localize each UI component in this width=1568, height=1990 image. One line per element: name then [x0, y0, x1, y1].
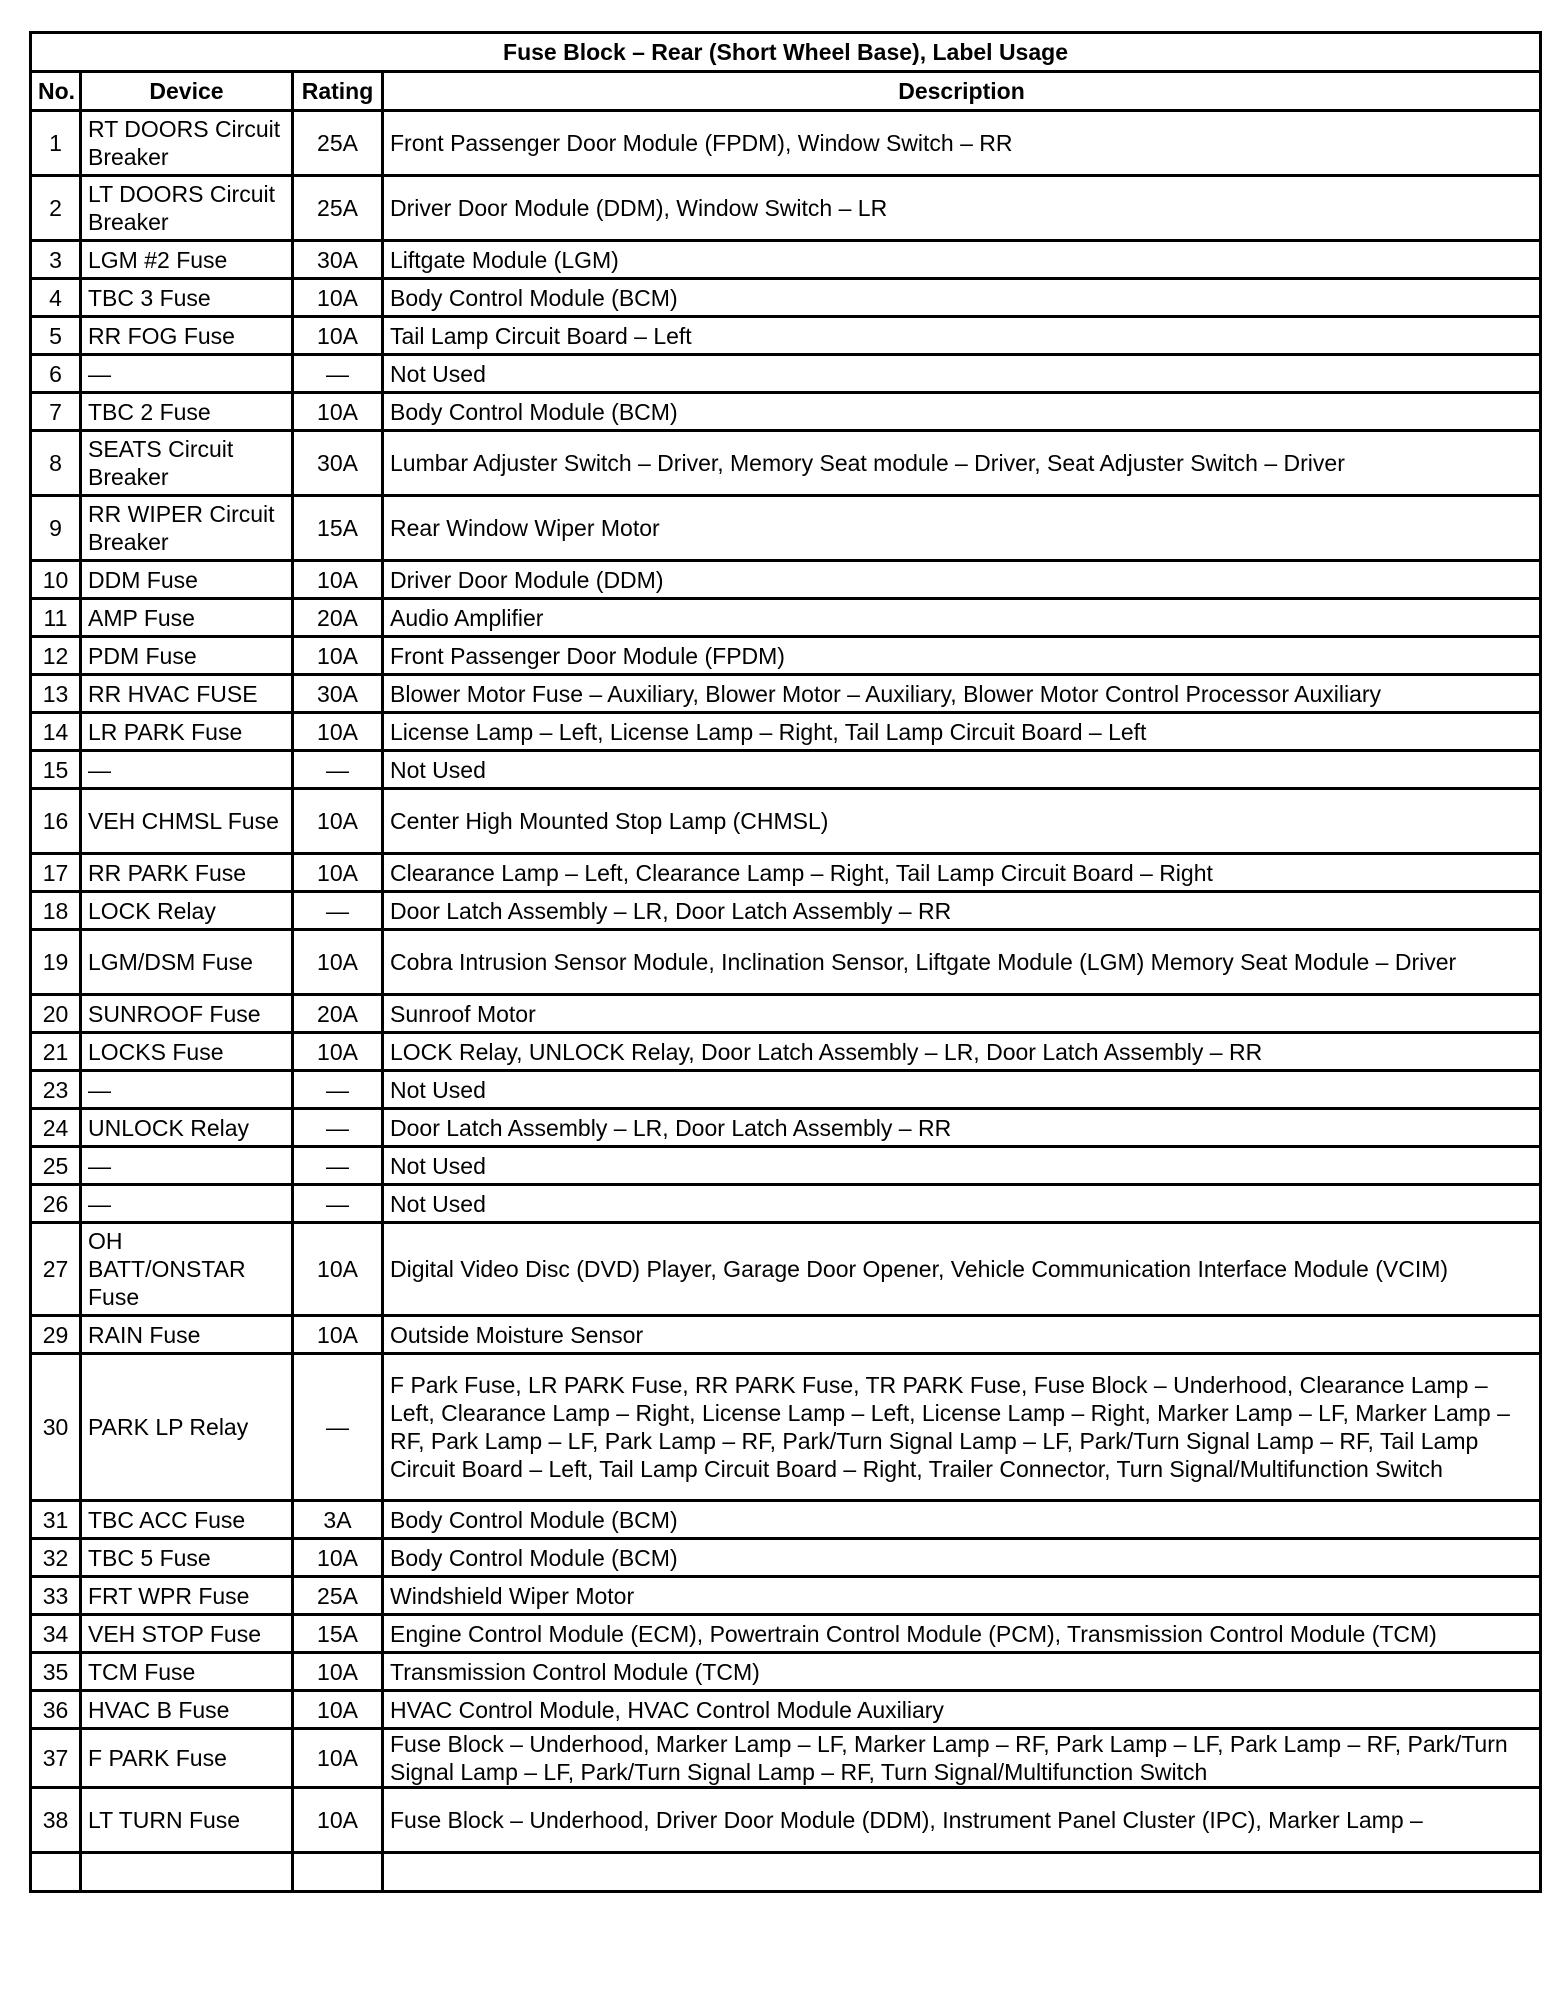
cell-no: 5	[31, 317, 81, 355]
cell-device: TBC ACC Fuse	[81, 1501, 293, 1539]
cell-device: TBC 2 Fuse	[81, 393, 293, 431]
cell-device: DDM Fuse	[81, 561, 293, 599]
cell-rating: 20A	[293, 995, 383, 1033]
cell-description: Digital Video Disc (DVD) Player, Garage Door Opener, Vehicle Communication Interface Module (VCIM)	[383, 1223, 1541, 1316]
cell-no: 16	[31, 789, 81, 854]
header-no: No.	[31, 72, 81, 111]
cell-description: Body Control Module (BCM)	[383, 1501, 1541, 1539]
table-row	[31, 355, 1541, 393]
table-row	[31, 892, 1541, 930]
cell-no: 20	[31, 995, 81, 1033]
table-row	[31, 279, 1541, 317]
cell-description: Body Control Module (BCM)	[383, 279, 1541, 317]
cell-no: 7	[31, 393, 81, 431]
cell-rating: 3A	[293, 1501, 383, 1539]
cell-device: TCM Fuse	[81, 1653, 293, 1691]
cell-no: 8	[31, 431, 81, 496]
cell-rating: 10A	[293, 1316, 383, 1354]
cell-description: License Lamp – Left, License Lamp – Right, Tail Lamp Circuit Board – Left	[383, 713, 1541, 751]
cell-description: Front Passenger Door Module (FPDM)	[383, 637, 1541, 675]
cell-no: 11	[31, 599, 81, 637]
table-row	[31, 176, 1541, 241]
table-row	[31, 675, 1541, 713]
cell-description: Door Latch Assembly – LR, Door Latch Assembly – RR	[383, 892, 1541, 930]
cell-description: Not Used	[383, 1185, 1541, 1223]
cell-rating: 10A	[293, 317, 383, 355]
table-row	[31, 1185, 1541, 1223]
cell-device: —	[81, 751, 293, 789]
table-row	[31, 1354, 1541, 1501]
cell-rating: 10A	[293, 1788, 383, 1853]
cell-rating: 25A	[293, 176, 383, 241]
cell-rating: 10A	[293, 1653, 383, 1691]
cell-no: 3	[31, 241, 81, 279]
cell-rating: 10A	[293, 930, 383, 995]
cell-description: Tail Lamp Circuit Board – Left	[383, 317, 1541, 355]
cell-device: —	[81, 1147, 293, 1185]
header-description: Description	[383, 72, 1541, 111]
table-row	[31, 1853, 1541, 1892]
cell-device: PDM Fuse	[81, 637, 293, 675]
cell-rating: 10A	[293, 393, 383, 431]
table-title-row	[31, 33, 1541, 72]
cell-description: Fuse Block – Underhood, Marker Lamp – LF, Marker Lamp – RF, Park Lamp – LF, Park Lamp – RF, Park/Turn Signal Lamp – LF, Park/Turn Signal Lamp – RF, Turn Signal/Multifunction Switch	[383, 1729, 1541, 1788]
cell-device: RR PARK Fuse	[81, 854, 293, 892]
table-row	[31, 1615, 1541, 1653]
cell-rating: —	[293, 355, 383, 393]
table-row	[31, 431, 1541, 496]
table-row	[31, 1653, 1541, 1691]
cell-rating: —	[293, 1071, 383, 1109]
cell-description: Not Used	[383, 355, 1541, 393]
table-row	[31, 995, 1541, 1033]
cell-no: 23	[31, 1071, 81, 1109]
cell-description: Door Latch Assembly – LR, Door Latch Assembly – RR	[383, 1109, 1541, 1147]
table-row	[31, 1577, 1541, 1615]
table-row	[31, 561, 1541, 599]
cell-no: 30	[31, 1354, 81, 1501]
cell-no: 14	[31, 713, 81, 751]
cell-device: AMP Fuse	[81, 599, 293, 637]
cell-no: 1	[31, 111, 81, 176]
cell-no: 18	[31, 892, 81, 930]
cell-rating: —	[293, 1354, 383, 1501]
cell-rating: —	[293, 1109, 383, 1147]
table-row	[31, 1109, 1541, 1147]
cell-rating: 10A	[293, 637, 383, 675]
cell-description: Liftgate Module (LGM)	[383, 241, 1541, 279]
cell-device	[81, 1853, 293, 1892]
table-row	[31, 1729, 1541, 1788]
cell-no: 35	[31, 1653, 81, 1691]
cell-description: Cobra Intrusion Sensor Module, Inclination Sensor, Liftgate Module (LGM) Memory Seat Module – Driver	[383, 930, 1541, 995]
cell-rating: 25A	[293, 111, 383, 176]
cell-device: TBC 5 Fuse	[81, 1539, 293, 1577]
cell-description: Audio Amplifier	[383, 599, 1541, 637]
cell-description: Transmission Control Module (TCM)	[383, 1653, 1541, 1691]
cell-device: PARK LP Relay	[81, 1354, 293, 1501]
cell-description: Center High Mounted Stop Lamp (CHMSL)	[383, 789, 1541, 854]
cell-no: 21	[31, 1033, 81, 1071]
cell-description: Clearance Lamp – Left, Clearance Lamp – Right, Tail Lamp Circuit Board – Right	[383, 854, 1541, 892]
table-row	[31, 1147, 1541, 1185]
cell-device: UNLOCK Relay	[81, 1109, 293, 1147]
cell-rating: 25A	[293, 1577, 383, 1615]
cell-rating: 10A	[293, 1223, 383, 1316]
cell-device: LGM/DSM Fuse	[81, 930, 293, 995]
cell-no: 38	[31, 1788, 81, 1853]
cell-description: F Park Fuse, LR PARK Fuse, RR PARK Fuse, TR PARK Fuse, Fuse Block – Underhood, Clearance Lamp – Left, Clearance Lamp – Right, License Lamp – Left, License Lamp – Right, Marker Lamp – LF, Marker Lamp – RF, Park Lamp – LF, Park Lamp – RF, Park/Turn Signal Lamp – LF, Park/Turn Signal Lamp – RF, Tail Lamp Circuit Board – Left, Tail Lamp Circuit Board – Right, Trailer Connector, Turn Signal/Multifunction Switch	[383, 1354, 1541, 1501]
cell-device: OH BATT/ONSTAR Fuse	[81, 1223, 293, 1316]
cell-no: 29	[31, 1316, 81, 1354]
cell-rating: 10A	[293, 789, 383, 854]
cell-rating: 30A	[293, 241, 383, 279]
cell-rating: 10A	[293, 1729, 383, 1788]
cell-rating: —	[293, 1185, 383, 1223]
cell-rating: 30A	[293, 431, 383, 496]
table-row	[31, 1071, 1541, 1109]
cell-description: Windshield Wiper Motor	[383, 1577, 1541, 1615]
cell-description: Body Control Module (BCM)	[383, 393, 1541, 431]
table-row	[31, 713, 1541, 751]
table-title: Fuse Block – Rear (Short Wheel Base), Label Usage	[31, 33, 1541, 72]
cell-device: —	[81, 1185, 293, 1223]
cell-description: Not Used	[383, 751, 1541, 789]
cell-rating: 20A	[293, 599, 383, 637]
cell-device: SUNROOF Fuse	[81, 995, 293, 1033]
cell-device: RAIN Fuse	[81, 1316, 293, 1354]
cell-device: LOCK Relay	[81, 892, 293, 930]
cell-rating: 15A	[293, 496, 383, 561]
cell-rating	[293, 1853, 383, 1892]
table-row	[31, 1223, 1541, 1316]
cell-description: Outside Moisture Sensor	[383, 1316, 1541, 1354]
table-row	[31, 496, 1541, 561]
cell-description: Engine Control Module (ECM), Powertrain Control Module (PCM), Transmission Control Module (TCM)	[383, 1615, 1541, 1653]
table-row	[31, 751, 1541, 789]
cell-no: 19	[31, 930, 81, 995]
cell-rating: —	[293, 1147, 383, 1185]
cell-rating: 10A	[293, 561, 383, 599]
cell-device: —	[81, 355, 293, 393]
fuse-table-container	[29, 31, 1539, 1893]
table-row	[31, 1501, 1541, 1539]
cell-device: F PARK Fuse	[81, 1729, 293, 1788]
cell-no: 6	[31, 355, 81, 393]
cell-rating: —	[293, 751, 383, 789]
cell-no: 31	[31, 1501, 81, 1539]
table-row	[31, 599, 1541, 637]
cell-device: LOCKS Fuse	[81, 1033, 293, 1071]
cell-rating: 10A	[293, 279, 383, 317]
table-row	[31, 241, 1541, 279]
cell-no: 27	[31, 1223, 81, 1316]
cell-description: Fuse Block – Underhood, Driver Door Module (DDM), Instrument Panel Cluster (IPC), Marker Lamp –	[383, 1788, 1541, 1853]
cell-device: RR FOG Fuse	[81, 317, 293, 355]
cell-device: LT DOORS Circuit Breaker	[81, 176, 293, 241]
cell-rating: 10A	[293, 1033, 383, 1071]
cell-description: HVAC Control Module, HVAC Control Module Auxiliary	[383, 1691, 1541, 1729]
cell-description: Not Used	[383, 1071, 1541, 1109]
cell-no: 26	[31, 1185, 81, 1223]
table-row	[31, 1033, 1541, 1071]
table-row	[31, 854, 1541, 892]
table-header-row	[31, 72, 1541, 111]
cell-device: LT TURN Fuse	[81, 1788, 293, 1853]
cell-description: Body Control Module (BCM)	[383, 1539, 1541, 1577]
cell-rating: 15A	[293, 1615, 383, 1653]
cell-description: Driver Door Module (DDM), Window Switch – LR	[383, 176, 1541, 241]
cell-description: Sunroof Motor	[383, 995, 1541, 1033]
cell-no: 13	[31, 675, 81, 713]
cell-description: Lumbar Adjuster Switch – Driver, Memory Seat module – Driver, Seat Adjuster Switch – Driver	[383, 431, 1541, 496]
cell-no: 15	[31, 751, 81, 789]
cell-no: 17	[31, 854, 81, 892]
cell-no: 12	[31, 637, 81, 675]
cell-description: Front Passenger Door Module (FPDM), Window Switch – RR	[383, 111, 1541, 176]
cell-no: 32	[31, 1539, 81, 1577]
cell-no: 24	[31, 1109, 81, 1147]
cell-device: RR HVAC FUSE	[81, 675, 293, 713]
cell-rating: 10A	[293, 1539, 383, 1577]
cell-device: RR WIPER Circuit Breaker	[81, 496, 293, 561]
cell-no: 33	[31, 1577, 81, 1615]
table-row	[31, 111, 1541, 176]
table-row	[31, 789, 1541, 854]
table-row	[31, 1539, 1541, 1577]
cell-no: 9	[31, 496, 81, 561]
cell-rating: 10A	[293, 1691, 383, 1729]
cell-no: 25	[31, 1147, 81, 1185]
header-device: Device	[81, 72, 293, 111]
table-row	[31, 393, 1541, 431]
cell-device: LGM #2 Fuse	[81, 241, 293, 279]
header-rating: Rating	[293, 72, 383, 111]
cell-no: 37	[31, 1729, 81, 1788]
cell-no	[31, 1853, 81, 1892]
table-row	[31, 930, 1541, 995]
cell-description: LOCK Relay, UNLOCK Relay, Door Latch Assembly – LR, Door Latch Assembly – RR	[383, 1033, 1541, 1071]
cell-description: Blower Motor Fuse – Auxiliary, Blower Motor – Auxiliary, Blower Motor Control Processor Auxiliary	[383, 675, 1541, 713]
cell-device: HVAC B Fuse	[81, 1691, 293, 1729]
cell-description: Rear Window Wiper Motor	[383, 496, 1541, 561]
cell-device: SEATS Circuit Breaker	[81, 431, 293, 496]
cell-device: VEH STOP Fuse	[81, 1615, 293, 1653]
cell-rating: —	[293, 892, 383, 930]
table-row	[31, 1788, 1541, 1853]
cell-device: LR PARK Fuse	[81, 713, 293, 751]
cell-device: —	[81, 1071, 293, 1109]
table-row	[31, 317, 1541, 355]
cell-no: 4	[31, 279, 81, 317]
table-row	[31, 637, 1541, 675]
cell-description: Driver Door Module (DDM)	[383, 561, 1541, 599]
cell-no: 2	[31, 176, 81, 241]
cell-no: 36	[31, 1691, 81, 1729]
cell-device: RT DOORS Circuit Breaker	[81, 111, 293, 176]
cell-rating: 30A	[293, 675, 383, 713]
fuse-table	[29, 31, 1542, 1893]
table-row	[31, 1316, 1541, 1354]
cell-device: FRT WPR Fuse	[81, 1577, 293, 1615]
table-row	[31, 1691, 1541, 1729]
cell-description	[383, 1853, 1541, 1892]
cell-no: 34	[31, 1615, 81, 1653]
cell-device: TBC 3 Fuse	[81, 279, 293, 317]
cell-description: Not Used	[383, 1147, 1541, 1185]
cell-rating: 10A	[293, 854, 383, 892]
cell-device: VEH CHMSL Fuse	[81, 789, 293, 854]
cell-rating: 10A	[293, 713, 383, 751]
cell-no: 10	[31, 561, 81, 599]
